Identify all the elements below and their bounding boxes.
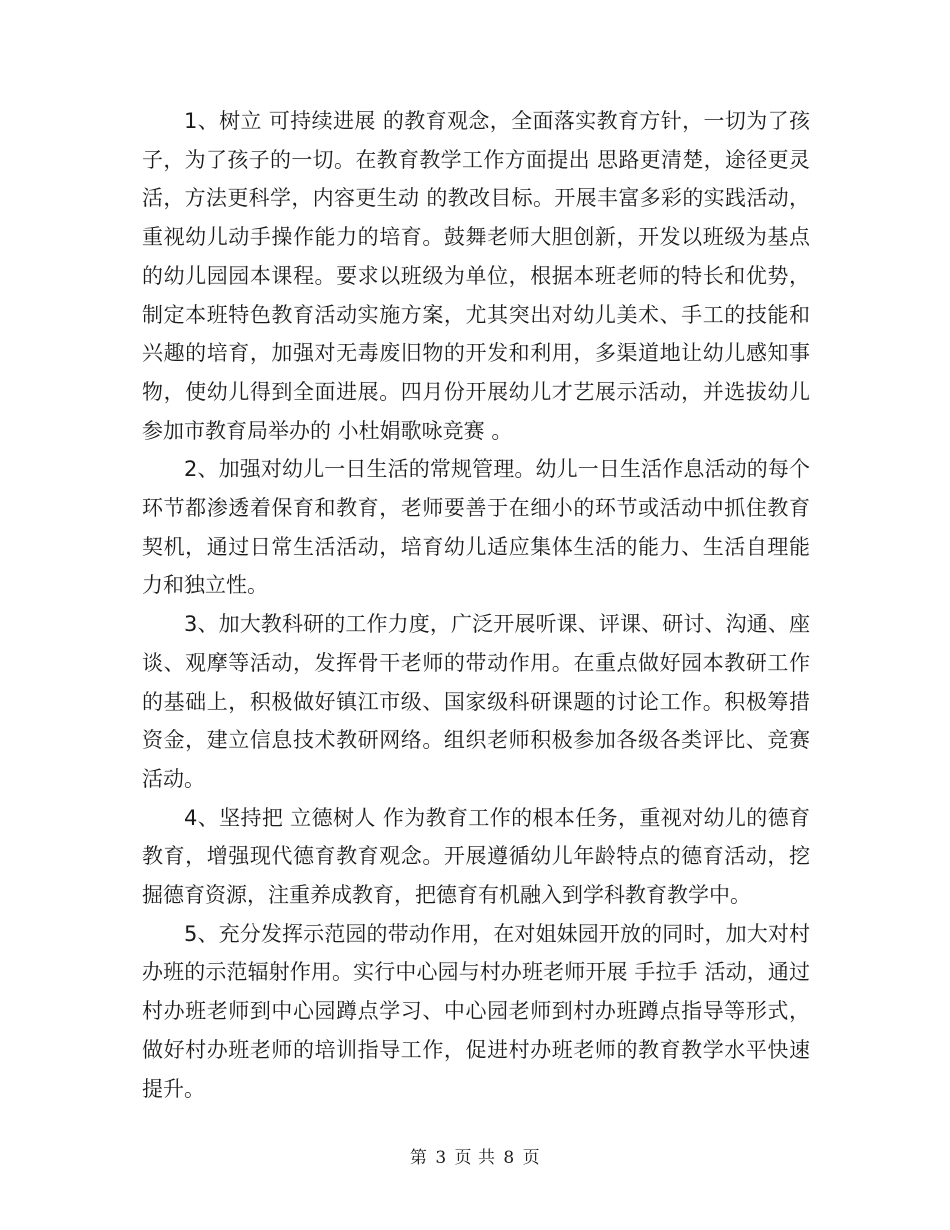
footer-prefix: 第 [409, 1148, 428, 1168]
paragraph-2: 2、加强对幼儿一日生活的常规管理。幼儿一日生活作息活动的每个环节都渗透着保育和教育，老师要善于在细小的环节或活动中抓住教育契机，通过日常生活活动，培育幼儿适应集体生活的能力、生活自理能力和独立性。 [142, 457, 810, 598]
footer-current-page: 3 [435, 1148, 447, 1168]
paragraph-5: 5、充分发挥示范园的带动作用，在对姐妹园开放的同时，加大对村办班的示范辐射作用。实行中心园与村办班老师开展 手拉手 活动，通过村办班老师到中心园蹲点学习、中心园老师到村办班蹲点指导等形式，做好村办班老师的培训指导工作，促进村办班老师的教育教学水平快速提升。 [142, 921, 810, 1101]
page-footer [0, 1146, 950, 1170]
paragraph-4: 4、坚持把 立德树人 作为教育工作的根本任务，重视对幼儿的德育教育，增强现代德育教育观念。开展遵循幼儿年龄特点的德育活动，挖掘德育资源，注重养成教育，把德育有机融入到学科教育教学中。 [142, 805, 810, 908]
footer-total-pages: 8 [503, 1148, 515, 1168]
paragraph-3: 3、加大教科研的工作力度，广泛开展听课、评课、研讨、沟通、座谈、观摩等活动，发挥骨干老师的带动作用。在重点做好园本教研工作的基础上，积极做好镇江市级、国家级科研课题的讨论工作。积极筹措资金，建立信息技术教研网络。组织老师积极参加各级各类评比、竞赛活动。 [142, 612, 810, 791]
paragraph-1: 1、树立 可持续进展 的教育观念，全面落实教育方针，一切为了孩子，为了孩子的一切。在教育教学工作方面提出 思路更清楚，途径更灵活，方法更科学，内容更生动 的教改目标。开展丰富多彩的实践活动，重视幼儿动手操作能力的培育。鼓舞老师大胆创新，开发以班级为基点的幼儿园园本课程。要求以班级为单位，根据本班老师的特长和优势，制定本班特色教育活动实施方案，尤其突出对幼儿美术、手工的技能和兴趣的培育，加强对无毒废旧物的开发和利用，多渠道地让幼儿感知事物，使幼儿得到全面进展。四月份开展幼儿才艺展示活动，并选拔幼儿参加市教育局举办的 小杜娟歌咏竞赛 。 [142, 109, 810, 443]
footer-middle: 页 共 [454, 1148, 496, 1168]
footer-suffix: 页 [522, 1148, 541, 1168]
document-body [142, 102, 810, 1108]
